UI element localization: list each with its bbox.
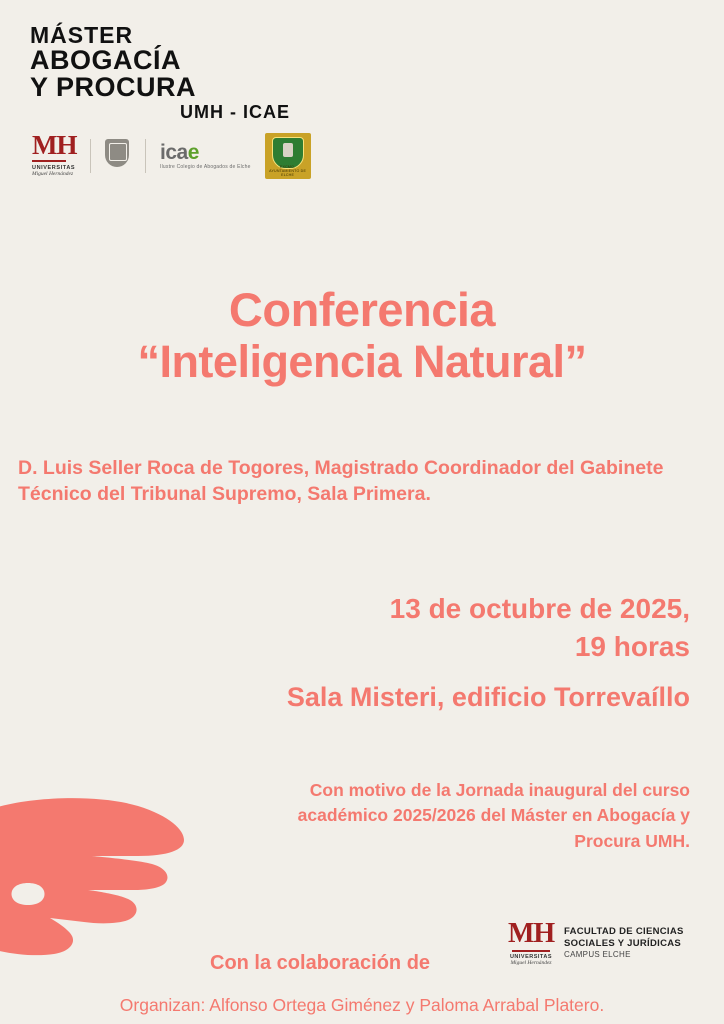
icae-wordmark-accent: e	[187, 141, 199, 164]
master-title-line-1: MÁSTER	[30, 22, 134, 48]
conference-title-line-2: “Inteligencia Natural”	[137, 335, 587, 387]
umh-rule	[32, 160, 66, 162]
icae-subtitle: Ilustre Colegio de Abogados de Elche	[160, 164, 251, 170]
event-motive: Con motivo de la Jornada inaugural del curso académico 2025/2026 del Máster en Abogacía y Procura UMH.	[297, 780, 690, 851]
institution-logos	[32, 132, 311, 180]
page-title	[0, 284, 724, 387]
pointing-hand-icon	[0, 790, 258, 970]
icae-wordmark	[160, 142, 251, 163]
umh-subname-label: Miguel Hernández	[32, 171, 74, 177]
elche-city-crest-icon	[265, 133, 311, 179]
faculty-umh-mark	[508, 920, 554, 966]
faculty-name-block	[564, 926, 684, 960]
faculty-logo	[508, 920, 684, 966]
elche-crest-caption: EXCMO. AYUNTAMIENTO DE ELCHE	[269, 165, 307, 177]
faculty-monogram: MH	[508, 918, 555, 949]
icae-logo	[160, 142, 251, 170]
collaboration-label: Con la colaboración de	[210, 952, 431, 974]
faculty-line-2: SOCIALES Y JURÍDICAS	[564, 938, 682, 949]
icae-wordmark-base: ica	[160, 141, 188, 164]
faculty-line-1: FACULTAD DE CIENCIAS	[564, 926, 684, 938]
event-date: 13 de octubre de 2025,	[389, 593, 690, 624]
poster-header	[30, 24, 290, 121]
event-venue: Sala Misteri, edificio Torrevaíllo	[286, 682, 690, 712]
logo-divider-2	[145, 139, 146, 173]
faculty-line-3: CAMPUS ELCHE	[564, 949, 631, 959]
master-title-line-3: Y PROCURA	[30, 72, 197, 102]
master-title-line-4: UMH - ICAE	[180, 102, 290, 122]
master-title-line-2: ABOGACÍA	[30, 45, 181, 75]
umh-monogram: MH	[32, 130, 77, 160]
organizers-text: Organizan: Alfonso Ortega Giménez y Paloma Arrabal Platero.	[119, 995, 605, 1015]
umh-logo	[32, 132, 76, 180]
faculty-rule	[512, 950, 550, 952]
event-datetime	[0, 590, 690, 666]
faculty-universitas-subname: Miguel Hernández	[510, 960, 552, 966]
icae-shield-icon	[105, 139, 131, 173]
faculty-universitas-label: UNIVERSITAS	[509, 954, 553, 960]
logo-divider	[90, 139, 91, 173]
umh-universitas-label: UNIVERSITAS	[32, 165, 76, 171]
event-time: 19 horas	[574, 630, 690, 662]
speaker-info: D. Luis Seller Roca de Togores, Magistrado Coordinador del Gabinete Técnico del Tribunal Supremo, Sala Primera.	[18, 457, 664, 506]
conference-title-line-1: Conferencia	[228, 283, 496, 336]
master-program-title	[30, 24, 290, 121]
